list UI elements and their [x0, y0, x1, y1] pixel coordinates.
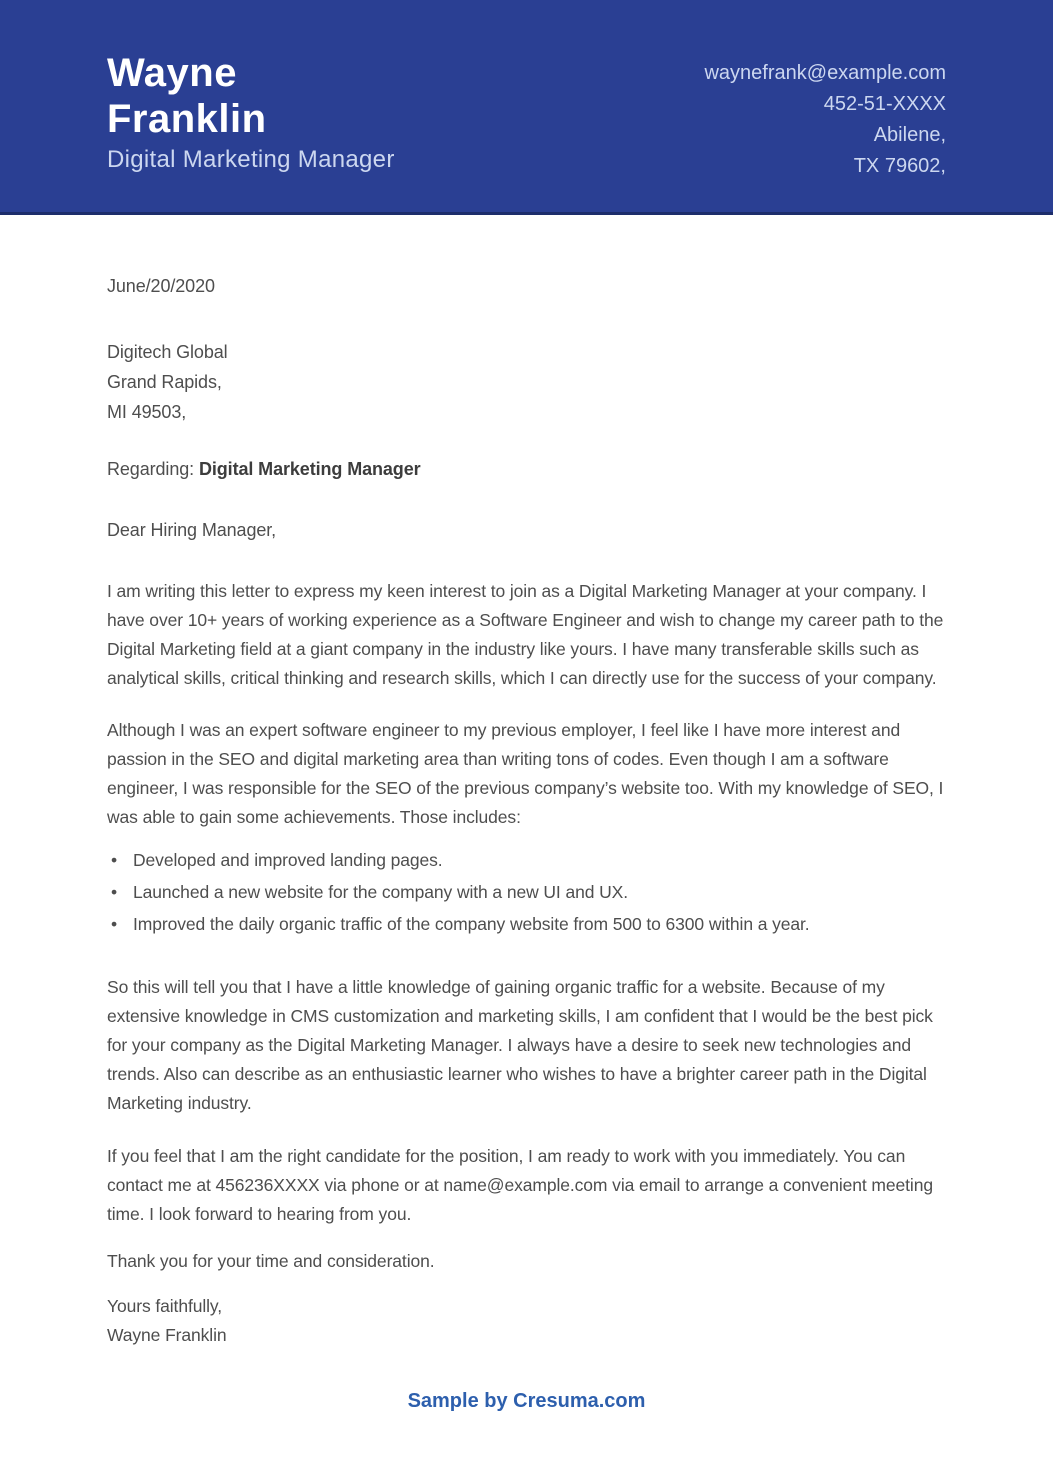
signature-name: Wayne Franklin: [107, 1325, 227, 1345]
achievements-list: [107, 846, 946, 939]
contact-info: [704, 50, 946, 182]
list-item: • Improved the daily organic traffic of the company website from 500 to 6300 within a year.: [107, 910, 946, 939]
contact-email: waynefrank@example.com: [704, 62, 946, 84]
recipient-company: Digitech Global: [107, 342, 228, 362]
paragraph-contact: If you feel that I am the right candidate for the position, I am ready to work with you immediately. You can contact me at 456236XXXX via phone or at name@example.com via email to arrange a convenient meeting time. I look forward to hearing from you.: [107, 1146, 933, 1224]
closing-block: [107, 1292, 946, 1350]
regarding-label: Regarding:: [107, 459, 195, 479]
footer-credit-link[interactable]: Sample by Cresuma.com: [407, 1390, 646, 1412]
letter-header: [0, 0, 1053, 215]
regarding-position: Digital Marketing Manager: [198, 459, 421, 479]
list-item: • Developed and improved landing pages.: [107, 846, 946, 875]
recipient-address: [107, 337, 946, 427]
candidate-first-name: Wayne: [107, 51, 237, 95]
page-footer: [0, 1390, 1053, 1446]
contact-state-zip: TX 79602,: [853, 155, 946, 177]
candidate-job-title: Digital Marketing Manager: [107, 146, 395, 173]
thanks-line: Thank you for your time and consideration.: [107, 1251, 435, 1271]
recipient-city: Grand Rapids,: [107, 372, 222, 392]
salutation: Dear Hiring Manager,: [107, 520, 277, 540]
recipient-state-zip: MI 49503,: [107, 402, 187, 422]
paragraph-skills: So this will tell you that I have a little knowledge of gaining organic traffic for a website. Because of my extensive knowledge in CMS customization and marketing skills, I am confident that I would be the best pick for your company as the Digital Marketing Manager. I always have a desire to seek new technologies and trends. Also can describe as an enthusiastic learner who wishes to have a brighter career path in the Digital Marketing industry.: [107, 977, 933, 1113]
candidate-last-name: Franklin: [107, 97, 267, 141]
paragraph-introduction: I am writing this letter to express my keen interest to join as a Digital Marketing Manager at your company. I have over 10+ years of working experience as a Software Engineer and wish to change my career path to the Digital Marketing field at a giant company in the industry like yours. I have many transferable skills such as analytical skills, critical thinking and research skills, which I can directly use for the success of your company.: [107, 581, 944, 688]
list-item: • Launched a new website for the company with a new UI and UX.: [107, 878, 946, 907]
paragraph-experience: Although I was an expert software engineer to my previous employer, I feel like I have more interest and passion in the SEO and digital marketing area than writing tons of codes. Even though I am a software engineer, I was responsible for the SEO of the previous company’s website too. With my knowledge of SEO, I was able to gain some achievements. Those includes:: [107, 720, 944, 827]
contact-city: Abilene,: [873, 124, 946, 146]
candidate-name: [107, 50, 395, 142]
letter-date: June/20/2020: [107, 276, 215, 296]
regarding-line: [107, 455, 946, 484]
contact-phone: 452-51-XXXX: [823, 93, 946, 115]
candidate-identity: [107, 50, 395, 174]
letter-body: [0, 272, 1053, 1350]
closing-line: Yours faithfully,: [107, 1296, 223, 1316]
